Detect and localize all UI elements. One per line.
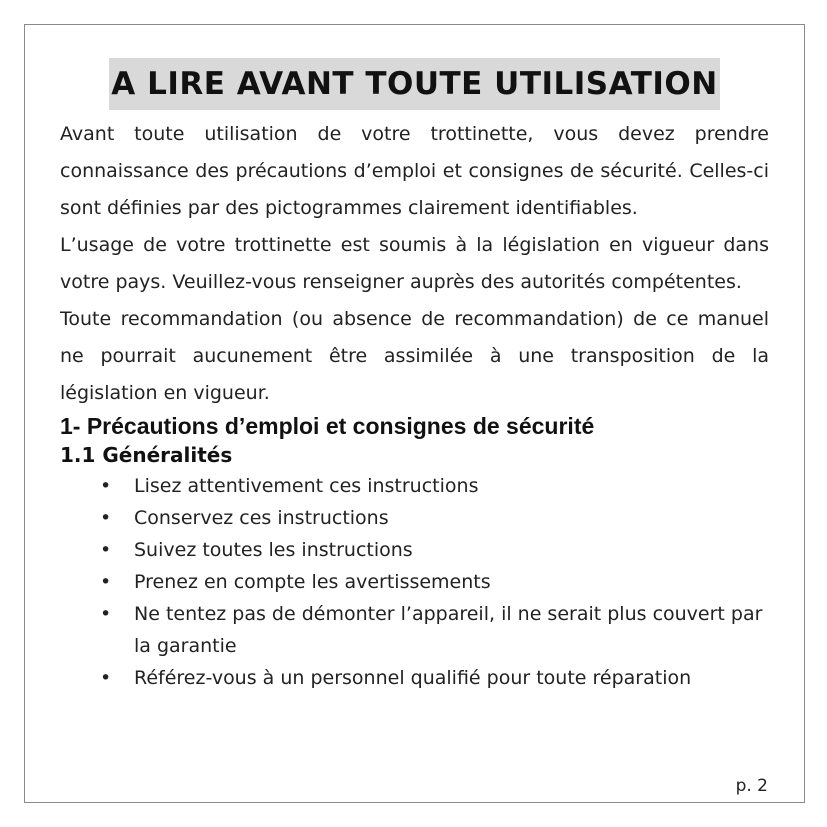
list-item-text: Prenez en compte les avertissements [134, 571, 491, 593]
bullet-icon: • [100, 667, 112, 689]
list-item-text: Lisez attentivement ces instructions [134, 475, 479, 497]
bullet-icon: • [100, 507, 112, 529]
instructions-list [60, 470, 769, 694]
list-item-text: Référez-vous à un personnel qualifié pour toute réparation [134, 667, 692, 689]
page-title: A LIRE AVANT TOUTE UTILISATION [109, 58, 719, 110]
intro-paragraph: Avant toute utilisation de votre trottinette, vous devez prendre connaissance des précautions d’emploi et consignes de sécurité. Celles-ci sont définies par des pictogrammes clairement identifiables. [60, 123, 769, 219]
bullet-icon: • [100, 539, 112, 561]
list-item [60, 662, 769, 694]
page-number: p. 2 [735, 776, 768, 796]
recommendation-paragraph: Toute recommandation (ou absence de recommandation) de ce manuel ne pourrait aucunement être assimilée à une transposition de la législation en vigueur. [60, 308, 769, 404]
document-page [24, 24, 805, 803]
list-item-text: Suivez toutes les instructions [134, 539, 413, 561]
bullet-icon: • [100, 571, 112, 593]
list-item [60, 598, 769, 662]
subsection-heading: 1.1 Généralités [60, 443, 233, 467]
section-heading: 1- Précautions d’emploi et consignes de sécurité [60, 413, 595, 439]
bullet-icon: • [100, 475, 112, 497]
legislation-paragraph: L’usage de votre trottinette est soumis à la législation en vigueur dans votre pays. Veuillez-vous renseigner auprès des autorités compétentes. [60, 234, 769, 293]
list-item [60, 566, 769, 598]
list-item-text: Conservez ces instructions [134, 507, 389, 529]
list-item [60, 470, 769, 502]
bullet-icon: • [100, 603, 112, 625]
list-item [60, 534, 769, 566]
list-item-text: Ne tentez pas de démonter l’appareil, il ne serait plus couvert par la garantie [134, 603, 763, 657]
list-item [60, 502, 769, 534]
title-container [60, 58, 769, 111]
page-content [60, 25, 769, 694]
